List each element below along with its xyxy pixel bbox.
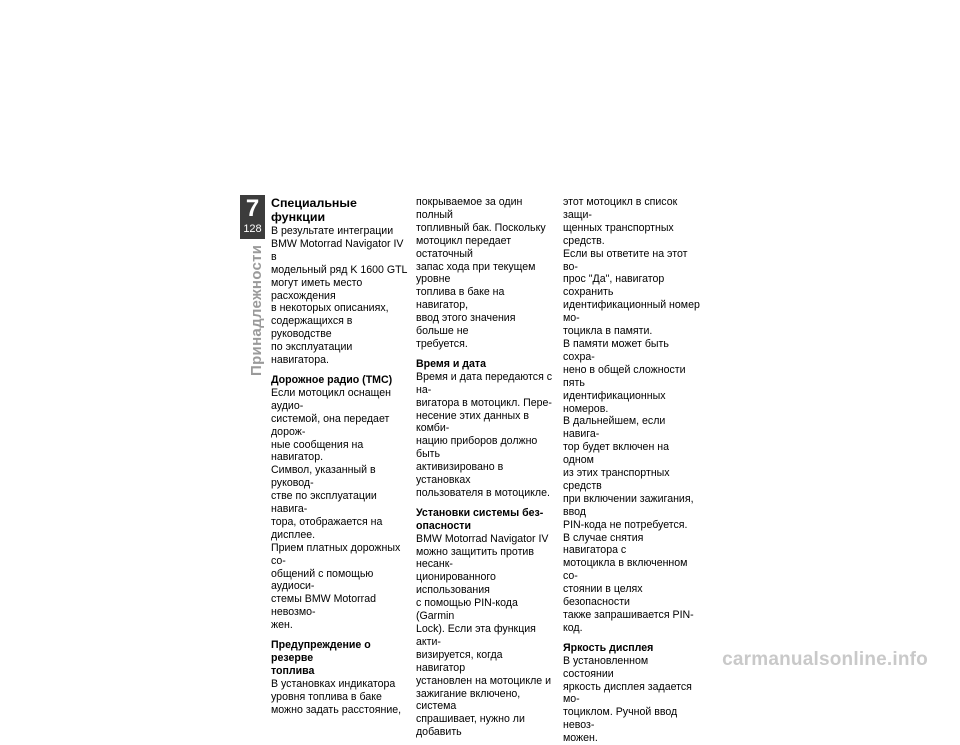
paragraph-fuel-reserve: В установках индикатора уровня топлива в баке можно задать расстояние, — [271, 677, 402, 716]
page-number: 128 — [243, 223, 262, 235]
heading-time-date: Время и дата — [416, 357, 486, 370]
column-1 — [271, 196, 408, 717]
column-3 — [563, 196, 700, 745]
section-label — [239, 244, 265, 376]
chapter-number: 7 — [245, 195, 260, 222]
section-label-text: Принадлежности — [248, 244, 265, 376]
heading-fuel-reserve: Предупреждение о резерве топлива — [271, 639, 371, 677]
heading-brightness: Яркость дисплея — [563, 641, 654, 654]
heading-tmc: Дорожное радио (TMC) — [271, 373, 393, 386]
watermark: carmanualsonline.info — [722, 649, 928, 670]
paragraph-security-continued: этот мотоцикл в список защи- щенных транспортных средств. Если вы ответите на этот во- прос "Да", навигатор сохранить идентификационный номер мо- тоцикла в памяти. В памяти может быть сохра- нено в общей сложности пять идентификационных номеров. В дальнейшем, если навига- тор будет включен на одном из этих транспортных средств при включении зажигания, ввод PIN-кода не потребуется. В случае снятия навигатора с мотоцикла в включенном со- стоянии в целях безопасности также запрашивается PIN-код. — [563, 196, 700, 634]
chapter-tab — [240, 195, 265, 239]
column-2 — [416, 196, 553, 739]
heading-security: Установки системы без- опасности — [416, 506, 544, 532]
paragraph-time-date: Время и дата передаются с на- вигатора в мотоцикл. Пере- несение этих данных в комби- нацию приборов должно быть активизировано в установках пользователя в мотоцикле. — [416, 370, 553, 499]
paragraph-integration: В результате интеграции BMW Motorrad Navigator IV в модельный ряд K 1600 GTL могут иметь место расхождения в некоторых описаниях, содержащихся в руководстве по эксплуатации навигатора. — [271, 225, 408, 367]
paragraph-brightness: В установленном состоянии яркость дисплея задается мо- тоциклом. Ручной ввод невоз- можен. — [563, 654, 692, 745]
paragraph-security: BMW Motorrad Navigator IV можно защитить против несанк- ционированного использования с помощью PIN-кода (Garmin Lock). Если эта функция акти- визируется, когда навигатор установлен на мотоцикле и зажигание включено, система спрашивает, нужно ли добавить — [416, 532, 552, 739]
paragraph-fuel-continued: покрываемое за один полный топливный бак. Поскольку мотоцикл передает остаточный запас хода при текущем уровне топлива в баке на навигатор, ввод этого значения больше не требуется. — [416, 196, 546, 350]
paragraph-tmc: Если мотоцикл оснащен аудио- системой, она передает дорож- ные сообщения на навигатор. Символ, указанный в руковод- стве по эксплуатации навига- тора, отображается на дисплее. Прием платных дорожных со- общений с помощью аудиоси- стемы BMW Motorrad невозмо- жен. — [271, 386, 401, 632]
heading-special-functions: Специальные функции — [271, 196, 357, 224]
